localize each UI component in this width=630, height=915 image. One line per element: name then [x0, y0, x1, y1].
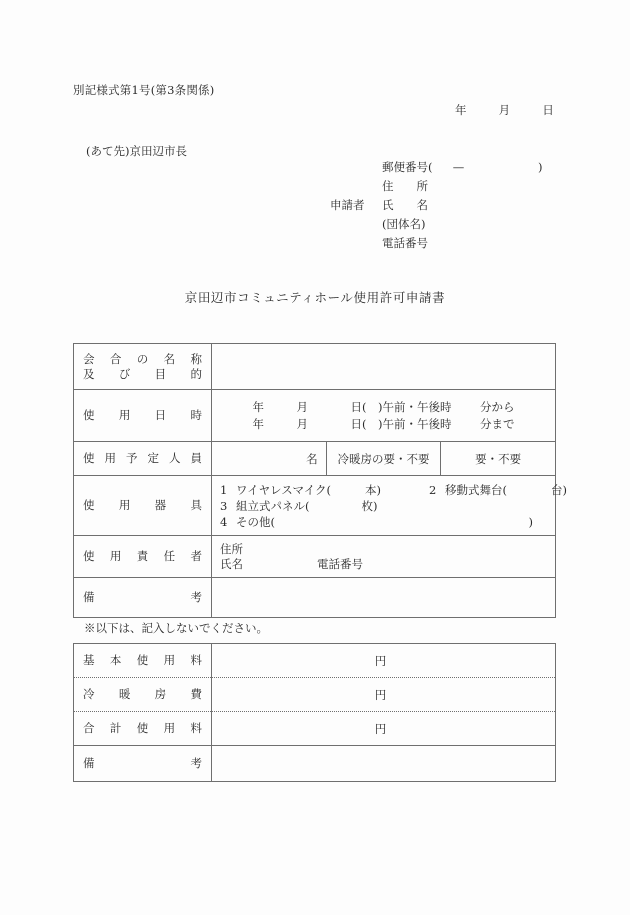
responsible-address-label: 住所 [220, 541, 243, 556]
equipment-index-4: 4 [220, 514, 228, 529]
equipment-unit-3: 枚) [361, 498, 378, 513]
table-row-aircon-fee [74, 678, 556, 712]
date-month-label: 月 [498, 103, 511, 117]
table-row-basic-fee [74, 644, 556, 678]
datetime-to-year: 年 [252, 416, 264, 431]
fee-remarks-label: 備考 [83, 756, 202, 770]
equipment-line-1 [220, 482, 567, 498]
document-title: 京田辺市コミュニティホール使用許可申請書 [184, 290, 446, 305]
applicant-address-label: 住 所 [382, 179, 428, 193]
applicant-group-row [330, 215, 543, 234]
people-label-cell [74, 442, 212, 476]
table-row-datetime [74, 390, 556, 442]
basic-fee-label-cell [74, 644, 212, 678]
aircon-fee-unit: 円 [374, 687, 387, 702]
equipment-unit-4: ) [528, 514, 533, 529]
total-fee-label-cell [74, 712, 212, 746]
do-not-fill-notice: ※以下は、記入しないでください。 [84, 621, 268, 635]
equipment-index-3: 3 [220, 498, 228, 513]
people-unit: 名 [306, 451, 318, 466]
equipment-value-cell[interactable] [212, 476, 567, 536]
table-row-total-fee [74, 712, 556, 746]
equipment-label-cell [74, 476, 212, 536]
datetime-value-cell[interactable] [212, 390, 556, 442]
datetime-from-day: 日( )午前・午後 [350, 399, 440, 414]
equipment-line-2 [220, 498, 547, 514]
responsible-tel-label: 電話番号 [317, 556, 363, 571]
datetime-label: 使用日時 [83, 408, 202, 422]
date-day-label: 日 [542, 103, 554, 117]
datetime-line-from [220, 399, 547, 416]
total-fee-value-cell[interactable] [212, 712, 556, 746]
postal-code-label: 郵便番号 [382, 160, 428, 174]
datetime-from-hour: 時 [439, 399, 452, 414]
meeting-label-cell [74, 344, 212, 390]
datetime-from-year: 年 [252, 399, 264, 414]
datetime-to-hour: 時 [439, 416, 452, 431]
responsible-label: 使用責任者 [83, 549, 202, 563]
datetime-to-tail: 分まで [479, 416, 515, 431]
postal-open-paren: ( [428, 160, 433, 174]
applicant-postal-row [330, 158, 543, 177]
applicant-name-row [330, 196, 543, 215]
postal-close-paren: ) [538, 160, 543, 174]
equipment-list [220, 482, 567, 530]
date-line [455, 102, 554, 118]
datetime-label-cell [74, 390, 212, 442]
meeting-value-cell[interactable] [212, 344, 556, 390]
fee-table [73, 643, 556, 782]
aircon-value-cell[interactable] [441, 442, 556, 476]
aircon-label-cell [326, 442, 441, 476]
equipment-name-3: 組立式パネル( [236, 498, 310, 513]
basic-fee-label: 基本使用料 [83, 653, 202, 667]
fee-remarks-label-cell [74, 746, 212, 782]
aircon-fee-label-cell [74, 678, 212, 712]
aircon-fee-label: 冷暖房費 [83, 687, 202, 701]
responsible-name-line [220, 557, 547, 572]
remarks-label: 備考 [83, 590, 202, 604]
total-fee-unit: 円 [374, 721, 387, 736]
datetime-to-day: 日( )午前・午後 [350, 416, 440, 431]
datetime-from-tail: 分から [479, 399, 515, 414]
table-row-meeting [74, 344, 556, 390]
application-table [73, 343, 567, 618]
remarks-value-cell[interactable] [212, 578, 556, 618]
aircon-fee-value-cell[interactable] [212, 678, 556, 712]
people-label: 使用予定人員 [83, 451, 202, 465]
postal-dash: — [452, 160, 465, 174]
equipment-index-2: 2 [429, 482, 437, 497]
equipment-unit-2: 台) [551, 482, 567, 497]
equipment-name-2: 移動式舞台( [445, 482, 507, 497]
table-row-equipment [74, 476, 556, 536]
table-row-people [74, 442, 556, 476]
basic-fee-unit: 円 [374, 653, 387, 668]
meeting-label-line1: 会合の名称 [83, 351, 202, 366]
people-count-cell[interactable] [212, 442, 327, 476]
responsible-label-cell [74, 536, 212, 578]
table-row-remarks [74, 578, 556, 618]
datetime-from-month: 月 [296, 399, 308, 414]
aircon-value: 要・不要 [475, 451, 522, 466]
datetime-line-to [220, 416, 547, 433]
equipment-label: 使用器具 [83, 498, 202, 512]
aircon-label: 冷暖房の要・不要 [337, 451, 430, 466]
meeting-label-line2: 及び目的 [83, 366, 202, 381]
applicant-tel-label: 電話番号 [382, 236, 428, 250]
equipment-name-4: その他( [236, 514, 275, 529]
equipment-name-1: ワイヤレスマイク( [236, 482, 331, 497]
equipment-line-3 [220, 514, 547, 530]
responsible-address-line [220, 542, 547, 557]
form-number: 別記様式第1号(第3条関係) [73, 83, 215, 97]
total-fee-label: 合計使用料 [83, 721, 202, 735]
responsible-name-label: 氏名 [220, 556, 243, 571]
applicant-group-label: (団体名) [382, 217, 426, 231]
applicant-tag: 申請者 [330, 198, 365, 212]
fee-remarks-value-cell[interactable] [212, 746, 556, 782]
date-year-label: 年 [455, 103, 467, 117]
datetime-to-month: 月 [296, 416, 308, 431]
table-row-fee-remarks [74, 746, 556, 782]
equipment-index-1: 1 [220, 482, 228, 497]
equipment-unit-1: 本) [365, 482, 381, 497]
datetime-lines [220, 399, 547, 433]
applicant-block [330, 158, 543, 253]
applicant-address-row [330, 177, 543, 196]
applicant-name-label: 氏 名 [382, 198, 428, 212]
addressee: (あて先)京田辺市長 [86, 144, 187, 158]
responsible-lines [220, 542, 547, 572]
basic-fee-value-cell[interactable] [212, 644, 556, 678]
remarks-label-cell [74, 578, 212, 618]
table-row-responsible [74, 536, 556, 578]
applicant-tel-row [330, 234, 543, 253]
responsible-value-cell[interactable] [212, 536, 556, 578]
